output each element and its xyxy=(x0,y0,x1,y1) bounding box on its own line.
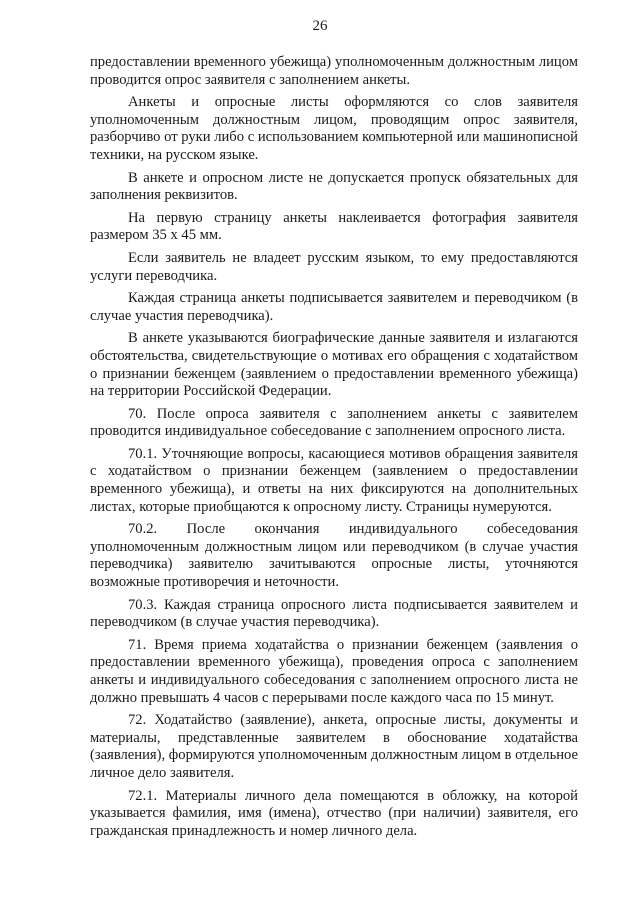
paragraph-71: 71. Время приема ходатайства о признании беженцем (заявления о предоставлении временного убежища), проведения опроса с заполнением анкеты и индивидуального собеседования с заполнением опросного листа не должно превышать 4 часов с перерывами после каждого часа по 15 минут. xyxy=(90,636,578,706)
paragraph-translator: Если заявитель не владеет русским языком, то ему предоставляются услуги переводчика. xyxy=(90,249,578,284)
paragraph-signature: Каждая страница анкеты подписывается заявителем и переводчиком (в случае участия переводчика). xyxy=(90,290,578,324)
paragraph-continuation: предоставлении временного убежища) уполномоченным должностным лицом проводится опрос заявителя с заполнением анкеты. xyxy=(90,54,578,88)
document-body xyxy=(90,54,578,845)
paragraph-72-1: 72.1. Материалы личного дела помещаются в обложку, на которой указывается фамилия, имя (имена), отчество (при наличии) заявителя, его гражданская принадлежность и номер личного дела. xyxy=(90,787,578,839)
paragraph-70-3: 70.3. Каждая страница опросного листа подписывается заявителем и переводчиком (в случае участия переводчика). xyxy=(90,596,578,631)
page-number: 26 xyxy=(312,18,328,34)
paragraph-70-1: 70.1. Уточняющие вопросы, касающиеся мотивов обращения заявителя с ходатайством о признании беженцем (заявлением о предоставлении временного убежища), и ответы на них фиксируются на дополнительных листах, которые приобщаются к опросному листу. Страницы нумеруются. xyxy=(90,445,578,515)
paragraph-photo: На первую страницу анкеты наклеивается фотография заявителя размером 35 х 45 мм. xyxy=(90,209,578,244)
paragraph-70: 70. После опроса заявителя с заполнением анкеты с заявителем проводится индивидуальное собеседование с заполнением опросного листа. xyxy=(90,405,578,440)
paragraph-70-2: 70.2. После окончания индивидуального собеседования уполномоченным должностным лицом или переводчиком (в случае участия переводчика) заявителю зачитываются опросные листы, уточняются возможные противоречия и неточности. xyxy=(90,521,578,591)
paragraph-biography: В анкете указываются биографические данные заявителя и излагаются обстоятельства, свидетельствующие о мотивах его обращения с ходатайством о признании беженцем (заявлением о предоставлении временного убежища) на территории Российской Федерации. xyxy=(90,330,578,400)
paragraph-forms: Анкеты и опросные листы оформляются со слов заявителя уполномоченным должностным лицом, проводящим опрос заявителя, разборчиво от руки либо с использованием компьютерной или машинописной техники, на русском языке. xyxy=(90,94,578,163)
paragraph-no-omission: В анкете и опросном листе не допускается пропуск обязательных для заполнения реквизитов. xyxy=(90,169,578,204)
paragraph-72: 72. Ходатайство (заявление), анкета, опросные листы, документы и материалы, представленные заявителем в обоснование ходатайства (заявления), формируются уполномоченным должностным лицом в отдельное личное дело заявителя. xyxy=(90,712,578,781)
